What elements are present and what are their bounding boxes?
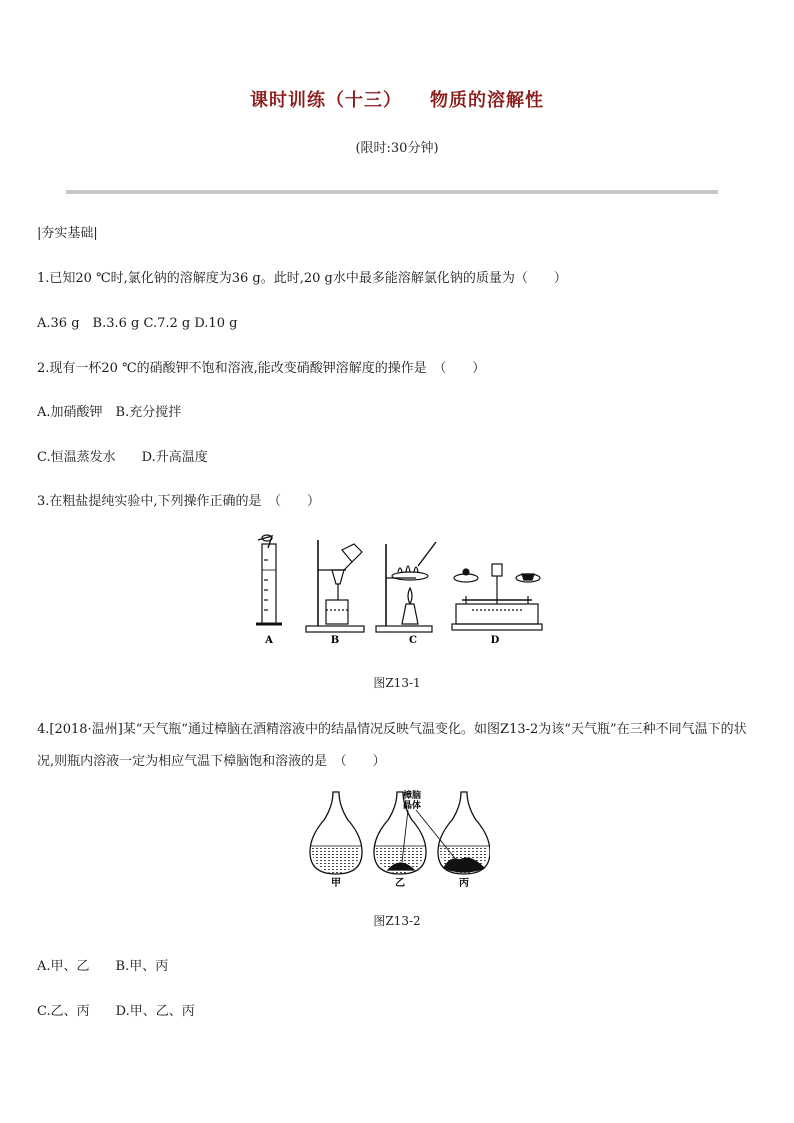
crystal-label-line2: 晶体 <box>402 801 422 811</box>
q2-options-1: A.加硝酸钾 B.充分搅拌 <box>37 405 182 420</box>
header-divider <box>66 190 718 194</box>
q2-stem: 2.现有一杯20 ℃的硝酸钾不饱和溶液,能改变硝酸钾溶解度的操作是 （ ） <box>37 361 486 376</box>
q1-options: A.36 g B.3.6 g C.7.2 g D.10 g <box>37 316 238 331</box>
page-title <box>0 86 794 112</box>
crystal-label-line1: 樟脑 <box>402 791 422 801</box>
apparatus-b-filtration <box>306 540 364 632</box>
figure-z13-2 <box>300 784 490 890</box>
q4-options-2: C.乙、丙 D.甲、乙、丙 <box>37 1004 195 1019</box>
q1-stem: 1.已知20 ℃时,氯化钠的溶解度为36 g。此时,20 g水中最多能溶解氯化钠的质量为（ ） <box>37 271 567 286</box>
q3-label-a: A <box>265 635 273 646</box>
q4-options-1: A.甲、乙 B.甲、丙 <box>37 959 169 974</box>
apparatus-d-balance <box>452 564 542 630</box>
q4-label-yi: 乙 <box>395 878 405 889</box>
q3-stem: 3.在粗盐提纯实验中,下列操作正确的是 （ ） <box>37 494 321 509</box>
title-main: 课时训练（十三） <box>250 90 402 111</box>
q4-label-jia: 甲 <box>331 878 341 889</box>
apparatus-c-evaporation <box>376 542 436 632</box>
q4-label-bing: 丙 <box>459 878 469 889</box>
time-limit: (限时:30分钟) <box>355 141 439 156</box>
bottle-bing <box>438 792 490 874</box>
q4-caption: 图Z13-2 <box>373 914 421 928</box>
section-label: |夯实基础| <box>37 226 98 241</box>
figure-z13-1 <box>250 530 550 648</box>
q4-stem: 4.[2018·温州]某“天气瓶”通过樟脑在酒精溶液中的结晶情况反映气温变化。如图Z13-2为该“天气瓶”在三种不同气温下的状况,则瓶内溶液一定为相应气温下樟脑饱和溶液的是 （ ） <box>37 722 747 769</box>
title-sub: 物质的溶解性 <box>430 90 544 111</box>
apparatus-a-cylinder <box>256 535 282 624</box>
q2-options-2: C.恒温蒸发水 D.升高温度 <box>37 450 208 465</box>
q3-label-c: C <box>409 635 417 646</box>
q3-label-b: B <box>330 635 340 646</box>
bottle-jia <box>310 792 362 874</box>
q3-label-d: D <box>490 635 500 646</box>
q3-caption: 图Z13-1 <box>373 676 421 690</box>
